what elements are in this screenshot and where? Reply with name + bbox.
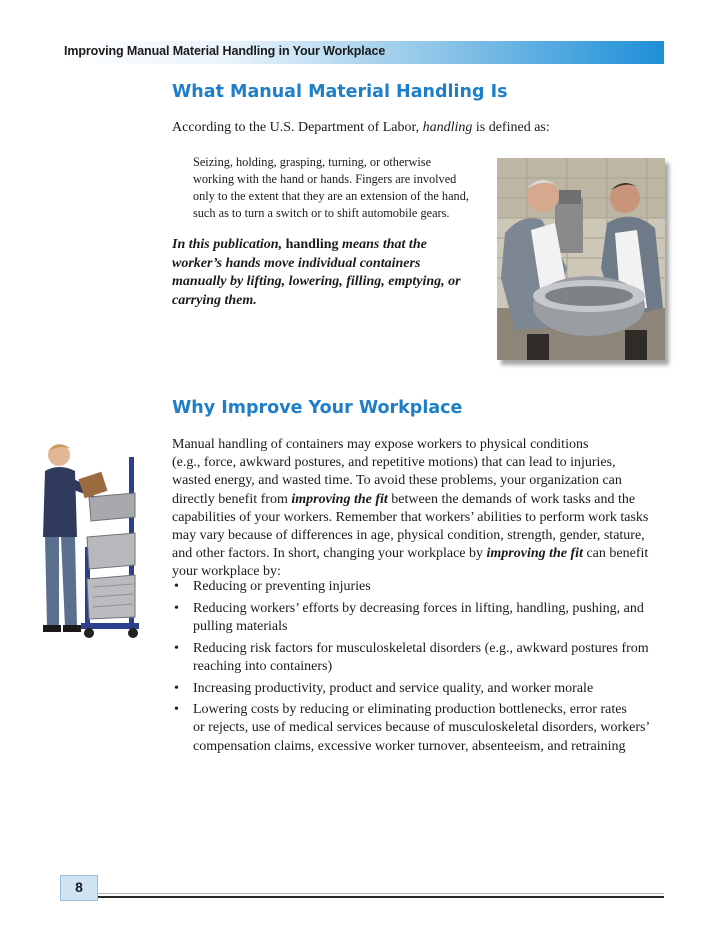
paragraph-line (172, 545, 662, 563)
paragraph-text: can benefit (582, 546, 649, 562)
paragraph-line: (e.g., force, awkward postures, and repetitive motions) that can lead to injuries, (172, 455, 616, 471)
list-item-text: Reducing risk factors for musculoskeletal disorders (e.g., awkward postures from (193, 640, 649, 656)
intro-text (172, 120, 550, 136)
quote-line: working with the hand or hands. Fingers are involved (193, 172, 457, 186)
bullet-icon: • (174, 640, 179, 656)
emphasis-improving-the-fit: improving the fit (486, 546, 583, 562)
paragraph-line: may vary because of differences in age, physical condition, strength, gender, stature, (172, 528, 645, 544)
definition-text: In this publication, (172, 237, 286, 252)
list-item (172, 680, 664, 698)
definition-line (172, 236, 492, 255)
definition-text: means that the (338, 237, 427, 252)
paragraph-line: capabilities of your workers. Remember that workers’ abilities to perform work tasks (172, 509, 649, 525)
list-item-text: pulling materials (193, 618, 288, 634)
quote-line: such as to turn a switch or to shift automobile gears. (193, 206, 450, 220)
emphasis-improving-the-fit: improving the fit (291, 491, 388, 507)
footer-divider (60, 896, 664, 898)
paragraph-line: Manual handling of containers may expose workers to physical conditions (172, 437, 589, 452)
paragraph-line: your workplace by: (172, 564, 281, 580)
quote-line: Seizing, holding, grasping, turning, or otherwise (193, 155, 432, 169)
paragraph-text: and other factors. In short, changing your workplace by (172, 546, 487, 562)
list-item-text: reaching into containers) (193, 658, 333, 674)
bullet-icon: • (174, 680, 179, 696)
list-item (172, 701, 664, 756)
list-item (172, 600, 664, 636)
list-item-text: Lowering costs by reducing or eliminating production bottlenecks, error rates (193, 702, 627, 718)
intro-term: handling (422, 120, 473, 135)
benefits-list (172, 578, 664, 759)
list-item-text: compensation claims, excessive worker turnover, absenteeism, and retraining (193, 738, 626, 754)
workers-lifting-bowl-photo (497, 158, 665, 360)
publication-definition (172, 236, 492, 310)
definition-line: worker’s hands move individual containers (172, 255, 421, 271)
definition-term: handling (285, 237, 339, 252)
definition-line: carrying them. (172, 292, 257, 308)
list-item (172, 578, 664, 596)
list-item-text: Reducing workers’ efforts by decreasing forces in lifting, handling, pushing, and (193, 600, 644, 616)
list-item (172, 640, 664, 676)
worker-with-cart-photo (37, 437, 157, 643)
bullet-icon: • (174, 579, 179, 594)
paragraph-text: between the demands of work tasks and the (387, 491, 636, 507)
bullet-icon: • (174, 600, 179, 616)
list-item-text: or rejects, use of medical services because of musculoskeletal disorders, workers’ (193, 720, 651, 736)
paragraph-text: directly benefit from (172, 491, 292, 507)
definition-quote (193, 154, 513, 222)
page-number: 8 (75, 879, 83, 895)
list-item-text: Reducing or preventing injuries (193, 579, 371, 594)
section-heading-what-is: What Manual Material Handling Is (172, 82, 508, 102)
definition-line: manually by lifting, lowering, filling, emptying, or (172, 274, 461, 289)
intro-text-end: is defined as: (472, 120, 550, 135)
footer-divider-light (98, 893, 664, 894)
list-item-text: Increasing productivity, product and service quality, and worker morale (193, 680, 594, 696)
quote-line: only to the extent that they are an extension of the hand, (193, 189, 469, 203)
bullet-icon: • (174, 702, 179, 718)
paragraph-line: wasted energy, and wasted time. To avoid these problems, your organization can (172, 473, 622, 489)
paragraph-line (172, 491, 662, 509)
section-heading-why-improve: Why Improve Your Workplace (172, 398, 463, 418)
running-header-title: Improving Manual Material Handling in Your Workplace (64, 44, 386, 58)
intro-text-start: According to the U.S. Department of Labor, (172, 120, 423, 135)
why-improve-paragraph (172, 436, 662, 582)
